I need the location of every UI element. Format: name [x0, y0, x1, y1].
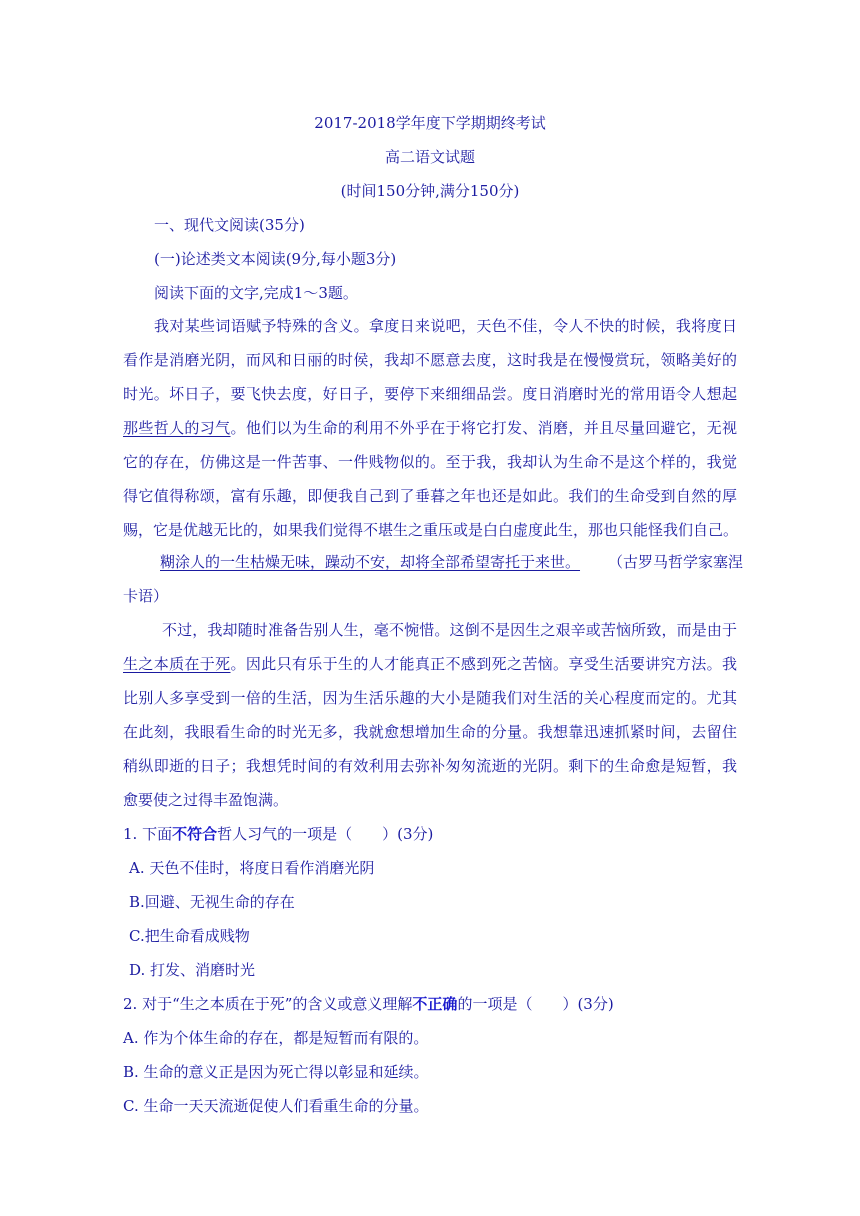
- passage-line: [123, 418, 737, 438]
- passage-line: 赐，它是优越无比的，如果我们觉得不堪生之重压或是白白虚度此生，那也只能怪我们自己。: [123, 521, 739, 539]
- underlined-phrase: 生之本质在于死: [123, 655, 231, 673]
- passage-line: 稍纵即逝的日子；我想凭时间的有效利用去弥补匆匆流逝的光阴。剩下的生命愈是短暂，我: [123, 757, 737, 775]
- question-1-option-c: C.把生命看成贱物: [129, 927, 250, 945]
- question-1-option-d: D. 打发、消磨时光: [129, 961, 256, 979]
- reading-instruction: 阅读下面的文字,完成1～3题。: [154, 284, 358, 302]
- stem-text: 2. 对于“生之本质在于死”的含义或意义理解: [123, 995, 413, 1013]
- passage-line: [123, 654, 737, 674]
- passage-line: 看作是消磨光阴，而风和日丽的时侯，我却不愿意去度，这时我是在慢慢赏玩，领略美好的: [123, 351, 737, 369]
- stem-text: 1. 下面: [123, 825, 173, 843]
- passage-line: 不过，我却随时准备告别人生，毫不惋惜。这倒不是因生之艰辛或苦恼所致，而是由于: [162, 621, 737, 639]
- question-2-option-a: A. 作为个体生命的存在，都是短暂而有限的。: [123, 1029, 429, 1047]
- passage-line: 在此刻，我眼看生命的时光无多，我就愈想增加生命的分量。我想靠迅速抓紧时间，去留住: [123, 723, 737, 741]
- passage-line: 我对某些词语赋予特殊的含义。拿度日来说吧，天色不佳，令人不快的时候，我将度日: [154, 317, 737, 335]
- subsection-heading: (一)论述类文本阅读(9分,每小题3分): [154, 250, 397, 268]
- passage-line: 比别人多享受到一倍的生活，因为生活乐趣的大小是随我们对生活的关心程度而定的。尤其: [123, 689, 737, 707]
- emphasis-text: 不正确: [412, 995, 458, 1013]
- question-1-option-b: B.回避、无视生命的存在: [129, 893, 295, 911]
- quote-source-cont: 卡语）: [123, 587, 169, 605]
- question-1-stem: [123, 824, 433, 844]
- underlined-quote: 糊涂人的一生枯燥无味，躁动不安，却将全部希望寄托于来世。: [160, 553, 581, 571]
- emphasis-text: 不符合: [172, 825, 218, 843]
- passage-text: 。因此只有乐于生的人才能真正不感到死之苦恼。享受生活要讲究方法。我: [230, 655, 737, 673]
- stem-text: 的一项是（ ）(3分): [457, 995, 614, 1013]
- passage-line: 它的存在，仿佛这是一件苦事、一件贱物似的。至于我，我却认为生命不是这个样的，我觉: [123, 453, 737, 471]
- question-2-stem: [123, 994, 614, 1014]
- passage-line: 时光。坏日子，要飞快去度，好日子，要停下来细细品尝。度日消磨时光的常用语令人想起: [123, 385, 737, 403]
- exam-title: 2017-2018学年度下学期期终考试: [314, 114, 546, 132]
- passage-line: 愈要使之过得丰盈饱满。: [123, 791, 289, 809]
- passage-line: 得它值得称颂，富有乐趣，即便我自己到了垂暮之年也还是如此。我们的生命受到自然的厚: [123, 487, 737, 505]
- question-2-option-c: C. 生命一天天流逝促使人们看重生命的分量。: [123, 1097, 429, 1115]
- section-heading: 一、现代文阅读(35分): [154, 216, 305, 234]
- quote-source: （古罗马哲学家塞涅: [608, 553, 744, 571]
- quote-line: [160, 552, 743, 572]
- passage-text: 。他们以为生命的利用不外乎在于将它打发、消磨，并且尽量回避它，无视: [230, 419, 737, 437]
- exam-subtitle: 高二语文试题: [384, 148, 475, 166]
- question-2-option-b: B. 生命的意义正是因为死亡得以彰显和延续。: [123, 1063, 429, 1081]
- exam-info: (时间150分钟,满分150分): [340, 182, 520, 200]
- question-1-option-a: A. 天色不佳时，将度日看作消磨光阴: [129, 859, 375, 877]
- underlined-phrase: 那些哲人的习气: [123, 419, 231, 437]
- stem-text: 哲人习气的一项是（ ）(3分): [217, 825, 434, 843]
